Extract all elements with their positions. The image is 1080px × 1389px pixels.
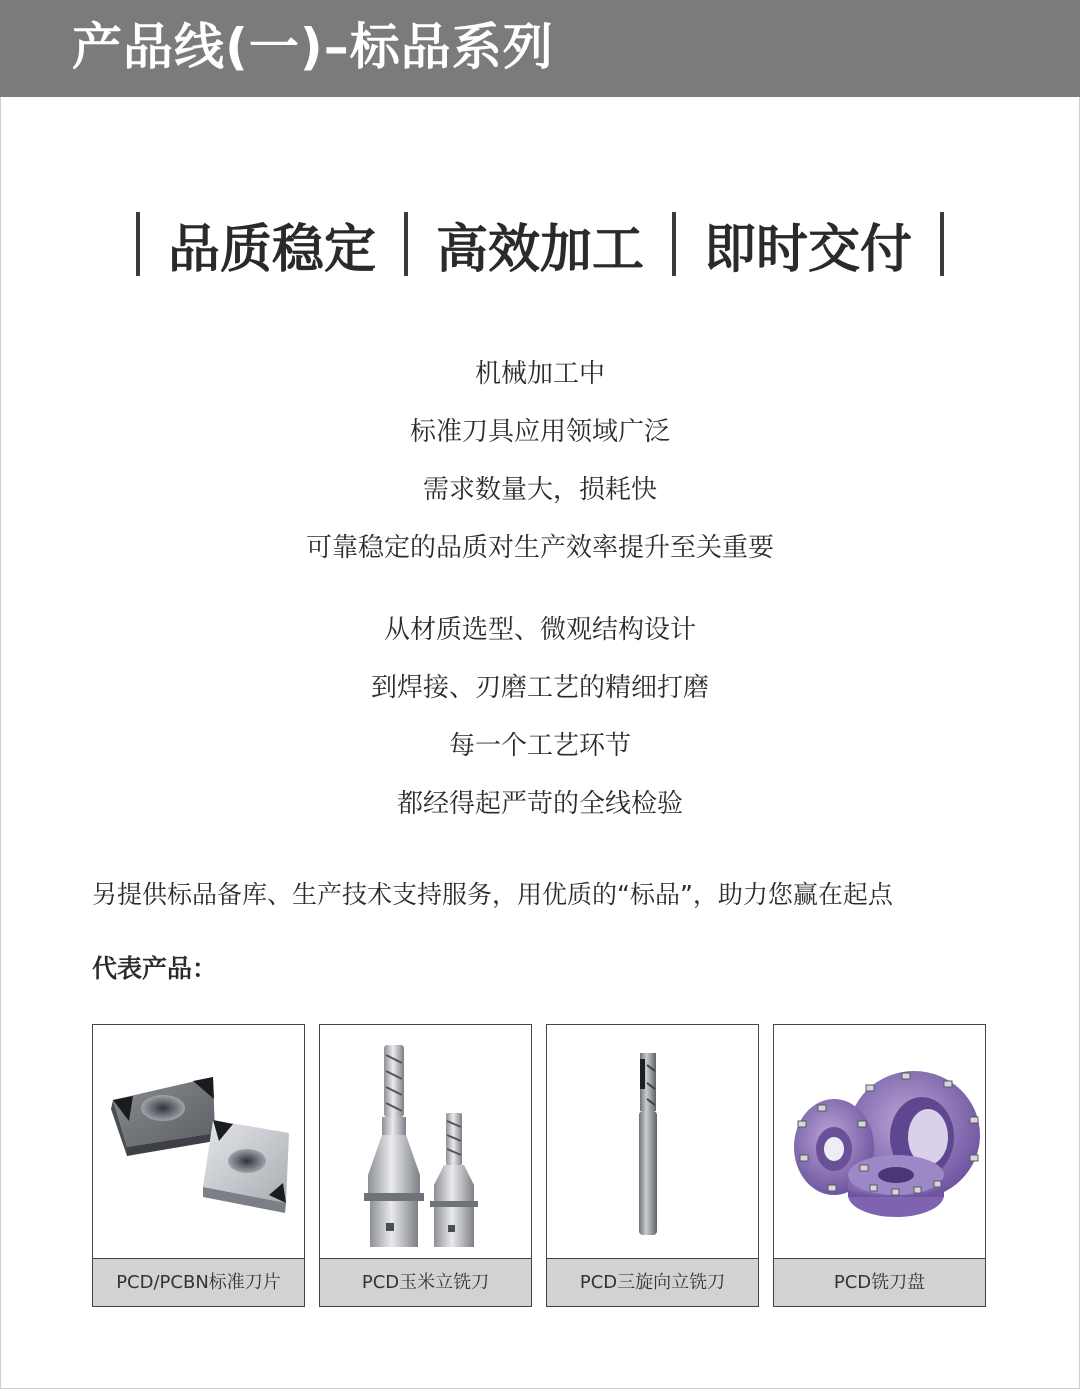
page-title: 产品线(一)–标品系列 xyxy=(72,18,554,76)
milling-cutter-disc-image xyxy=(774,1025,985,1259)
process-paragraph xyxy=(0,601,1080,833)
product-caption: PCD/PCBN标准刀片 xyxy=(93,1258,304,1306)
divider-bar xyxy=(404,212,408,276)
product-caption: PCD铣刀盘 xyxy=(774,1258,985,1306)
divider-bar xyxy=(672,212,676,276)
product-card-corn-end-mill[interactable] xyxy=(319,1024,532,1307)
slogan-row xyxy=(0,208,1080,280)
representative-title: 代表产品： xyxy=(92,954,218,983)
process-line: 从材质选型、微观结构设计 xyxy=(383,615,696,645)
product-caption: PCD玉米立铣刀 xyxy=(320,1258,531,1306)
three-flute-end-mill-image xyxy=(547,1025,758,1259)
product-card-three-flute-end-mill[interactable] xyxy=(546,1024,759,1307)
process-line: 每一个工艺环节 xyxy=(448,731,631,761)
intro-line: 机械加工中 xyxy=(474,359,605,389)
process-line: 到焊接、刃磨工艺的精细打磨 xyxy=(370,673,709,703)
intro-line: 需求数量大，损耗快 xyxy=(422,475,657,505)
header-banner xyxy=(0,0,1080,97)
process-line: 都经得起严苛的全线检验 xyxy=(396,789,683,819)
slogan-item-efficiency: 高效加工 xyxy=(435,219,644,280)
insert-blades-image xyxy=(93,1025,304,1259)
slogan-item-quality: 品质稳定 xyxy=(167,219,376,280)
intro-line: 可靠稳定的品质对生产效率提升至关重要 xyxy=(305,533,774,563)
divider-bar xyxy=(136,212,140,276)
slogan-item-delivery: 即时交付 xyxy=(704,219,913,280)
divider-bar xyxy=(940,212,944,276)
product-card-inserts[interactable] xyxy=(92,1024,305,1307)
intro-line: 标准刀具应用领域广泛 xyxy=(409,417,670,447)
product-card-cutter-disc[interactable] xyxy=(773,1024,986,1307)
product-caption: PCD三旋向立铣刀 xyxy=(547,1258,758,1306)
corn-end-mill-image xyxy=(320,1025,531,1259)
intro-paragraph xyxy=(0,345,1080,577)
service-statement: 另提供标品备库、生产技术支持服务，用优质的“标品”，助力您赢在起点 xyxy=(92,880,893,909)
